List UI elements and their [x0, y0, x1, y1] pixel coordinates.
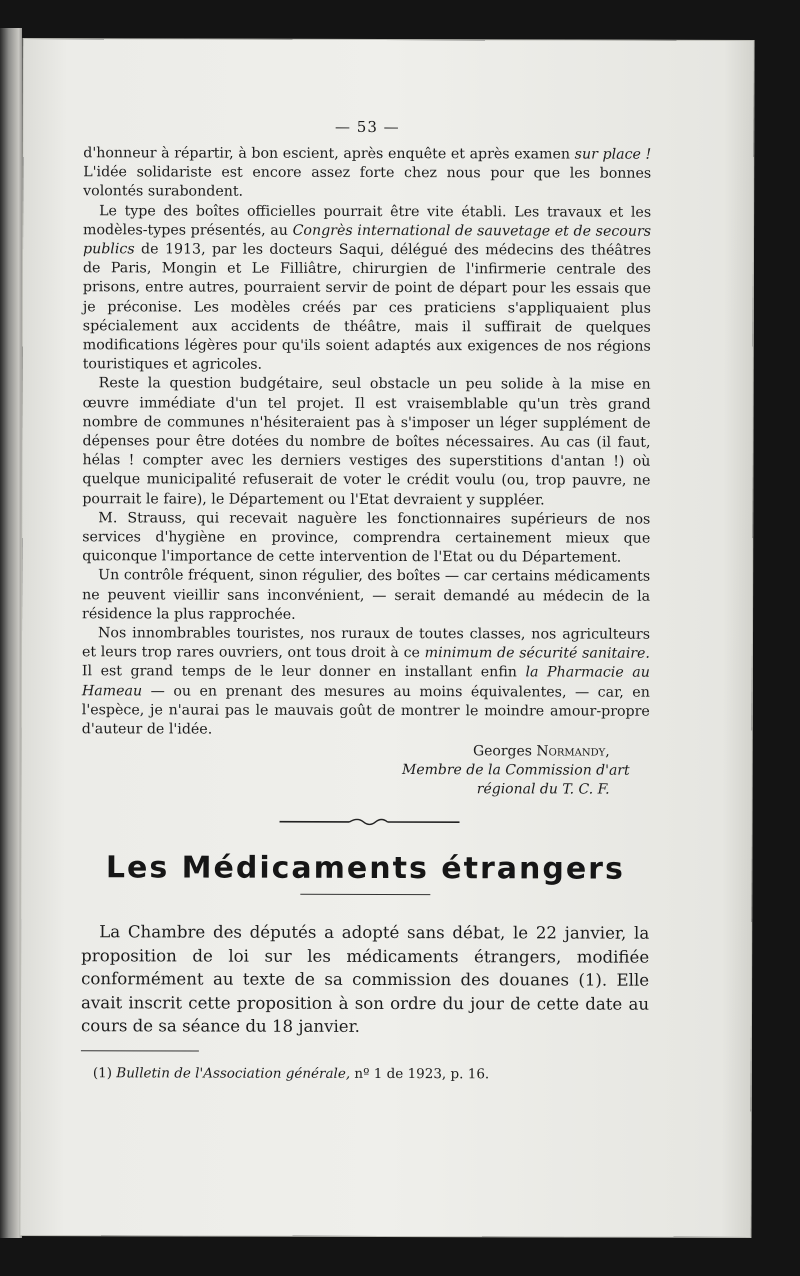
- section-body: [81, 920, 649, 1039]
- section-divider-ornament: [279, 815, 459, 829]
- signature-block: [82, 741, 650, 799]
- book-spine: [0, 28, 22, 1238]
- document-page: [20, 39, 753, 1237]
- author-role-line-2: régional du T. C. F.: [476, 781, 610, 798]
- page-number: — 53 —: [335, 117, 400, 137]
- article-paragraph: d'honneur à répartir, à bon escient, après enquête et après examen sur place ! L'idée solidariste est encore assez forte chez nous pour que les bonnes volontés surabondent.: [83, 145, 652, 201]
- article-paragraph: Un contrôle fréquent, sinon régulier, des boîtes — car certains médicaments ne peuvent vieillir sans inconvénient, — serait demandé au médecin de la résidence la plus rapprochée.: [82, 567, 651, 623]
- page-content: [81, 117, 652, 1082]
- author-name: Georges Normandy,: [472, 743, 610, 760]
- article-paragraph: M. Strauss, qui recevait naguère les fonctionnaires supérieurs de nos services d'hygiène en province, comprendra certainement mieux que quiconque l'importance de cette intervention de l'Etat ou du Département.: [82, 510, 651, 566]
- author-role-line-1: Membre de la Commission d'art: [401, 762, 630, 779]
- article-paragraph: Le type des boîtes officielles pourrait être vite établi. Les travaux et les modèles-types présentés, au Congrès international de sauvetage et de secours publics de 1913, par les docteurs Saqui, délégué des médecins des théâtres de Paris, Mongin et Le Filliâtre, chirurgien de l'infirmerie centrale des prisons, entre autres, pourraient servir de point de départ pour les essais que je préconise. Les modèles créés par ces praticiens s'appliquaient plus spécialement aux accidents de théâtre, mais il suffirait de quelques modifications légères pour qu'ils soient adaptés aux exigences de nos régions touristiques et agricoles.: [82, 202, 652, 373]
- title-underline: [300, 894, 430, 895]
- footnote-separator: [81, 1050, 199, 1051]
- section-paragraph: La Chambre des députés a adopté sans débat, le 22 janvier, la proposition de loi sur les médicaments étrangers, modifiée conformément au texte de sa commission des douanes (1). Elle avait inscrit cette proposition à son ordre du jour de cette date au cours de sa séance du 18 janvier.: [80, 922, 650, 1037]
- footnote: (1) Bulletin de l'Association générale, nº 1 de 1923, p. 16.: [92, 1065, 490, 1083]
- article-paragraph: Reste la question budgétaire, seul obstacle un peu solide à la mise en œuvre immédiate d'un tel projet. Il est vraisemblable qu'un très grand nombre de communes n'hésiteraient pas à s'imposer un léger supplément de dépenses pour être dotées du nombre de boîtes nécessaires. Au cas (il faut, hélas ! compter avec les derniers vestiges des superstitions d'antan !) où quelque municipalité refuserait de voter le crédit voulu (ou, trop pauvre, ne pourrait le faire), le Département ou l'Etat devraient y suppléer.: [82, 375, 651, 509]
- section-title: Les Médicaments étrangers: [105, 850, 625, 887]
- article-paragraph: Nos innombrables touristes, nos ruraux de toutes classes, nos agriculteurs et leurs trop rares ouvriers, ont tous droit à ce minimum de sécurité sanitaire. Il est grand temps de le leur donner en installant enfin la Pharmacie au Hameau — ou en prenant des mesures au moins équivalentes, — car, en l'espèce, je n'aurai pas le mauvais goût de montrer le moindre amour-propre d'auteur de l'idée.: [81, 625, 651, 738]
- article-body: [82, 144, 652, 741]
